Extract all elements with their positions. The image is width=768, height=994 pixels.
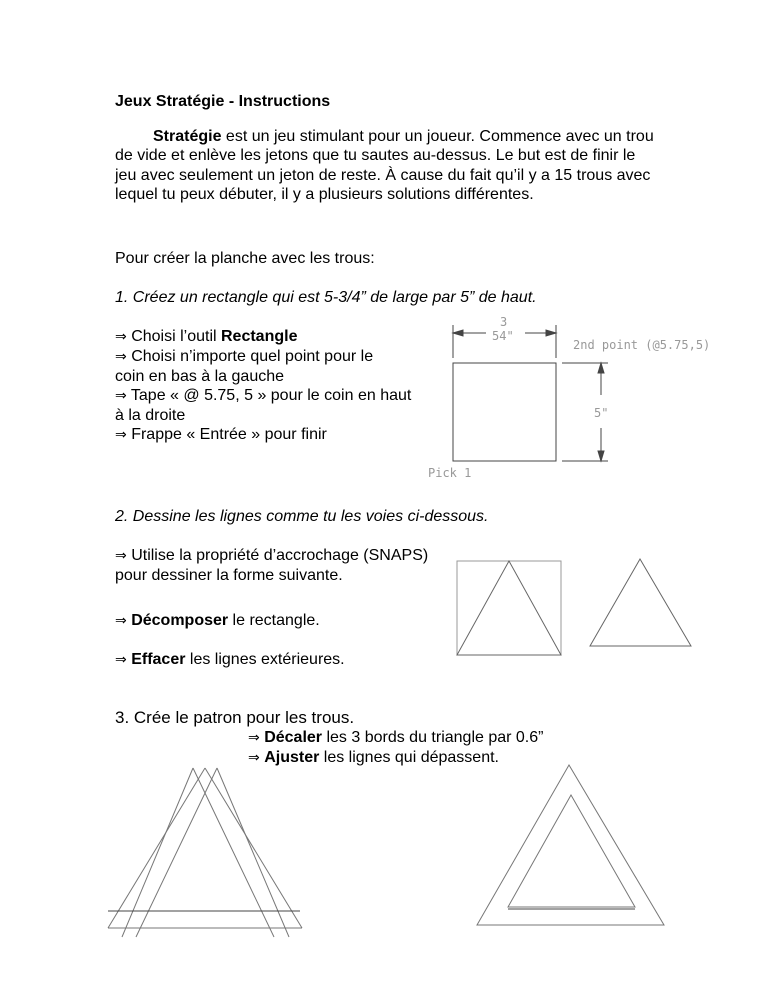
implies-arrow-icon: ⇒ [115, 388, 127, 404]
intro-text: est un jeu stimulant pour un joueur. Commence avec un trou de vide et enlève les jetons que tu sautes au-dessus. Le but est de finir le jeu avec seulement un jeton de reste. À cause du fait qu’il y a 15 trous avec lequel tu peux débuter, il y a plusieurs solutions différentes. [115, 128, 654, 203]
step1-bullet-2-text: Choisi n’importe quel point pour le coin en bas à la gauche [115, 348, 374, 386]
dim-top-denominator: 54" [492, 329, 514, 343]
step2-bullet-1-text: Utilise la propriété d’accrochage (SNAPS) pour dessiner la forme suivante. [115, 547, 429, 585]
dim-top-numerator: 3 [500, 315, 508, 329]
pick-label: Pick 1 [428, 466, 472, 480]
dim-right-label: 5" [594, 406, 609, 420]
implies-arrow-icon: ⇒ [115, 548, 127, 564]
step2-bullet-3-bold: Effacer [131, 651, 186, 668]
implies-arrow-icon: ⇒ [115, 613, 127, 629]
step2-bullet-2-bold: Décomposer [131, 612, 229, 629]
step2-bullet-2-text: le rectangle. [228, 612, 320, 629]
step3-bullet-1-bold: Décaler [264, 729, 323, 746]
step1-heading: 1. Créez un rectangle qui est 5-3/4” de large par 5” de haut. [115, 289, 537, 306]
step3-bullet-1-text: les 3 bords du triangle par 0.6” [322, 729, 544, 746]
implies-arrow-icon: ⇒ [115, 427, 127, 443]
intro-bold-lead: Stratégie [153, 128, 222, 145]
second-point-label: 2nd point (@5.75,5) [573, 338, 711, 352]
step1-bullet-4-text: Frappe « Entrée » pour finir [131, 426, 327, 443]
step2-heading: 2. Dessine les lignes comme tu les voies ci-dessous. [115, 508, 489, 525]
step1-bullet-3-text: Tape « @ 5.75, 5 » pour le coin en haut à la droite [115, 387, 412, 425]
step3-heading: 3. Crée le patron pour les trous. [115, 708, 355, 727]
implies-arrow-icon: ⇒ [115, 349, 127, 365]
document-title: Jeux Stratégie - Instructions [115, 93, 331, 110]
step3-bullet-2-bold: Ajuster [264, 749, 320, 766]
subtitle: Pour créer la planche avec les trous: [115, 250, 375, 267]
step3-bullet-2-text: les lignes qui dépassent. [319, 749, 499, 766]
implies-arrow-icon: ⇒ [115, 329, 127, 345]
implies-arrow-icon: ⇒ [248, 750, 260, 766]
step2-bullet-3-text: les lignes extérieures. [185, 651, 345, 668]
step1-bullet-1-bold: Rectangle [221, 328, 298, 345]
implies-arrow-icon: ⇒ [115, 652, 127, 668]
implies-arrow-icon: ⇒ [248, 730, 260, 746]
step1-bullet-1-text: Choisi l’outil [131, 328, 221, 345]
